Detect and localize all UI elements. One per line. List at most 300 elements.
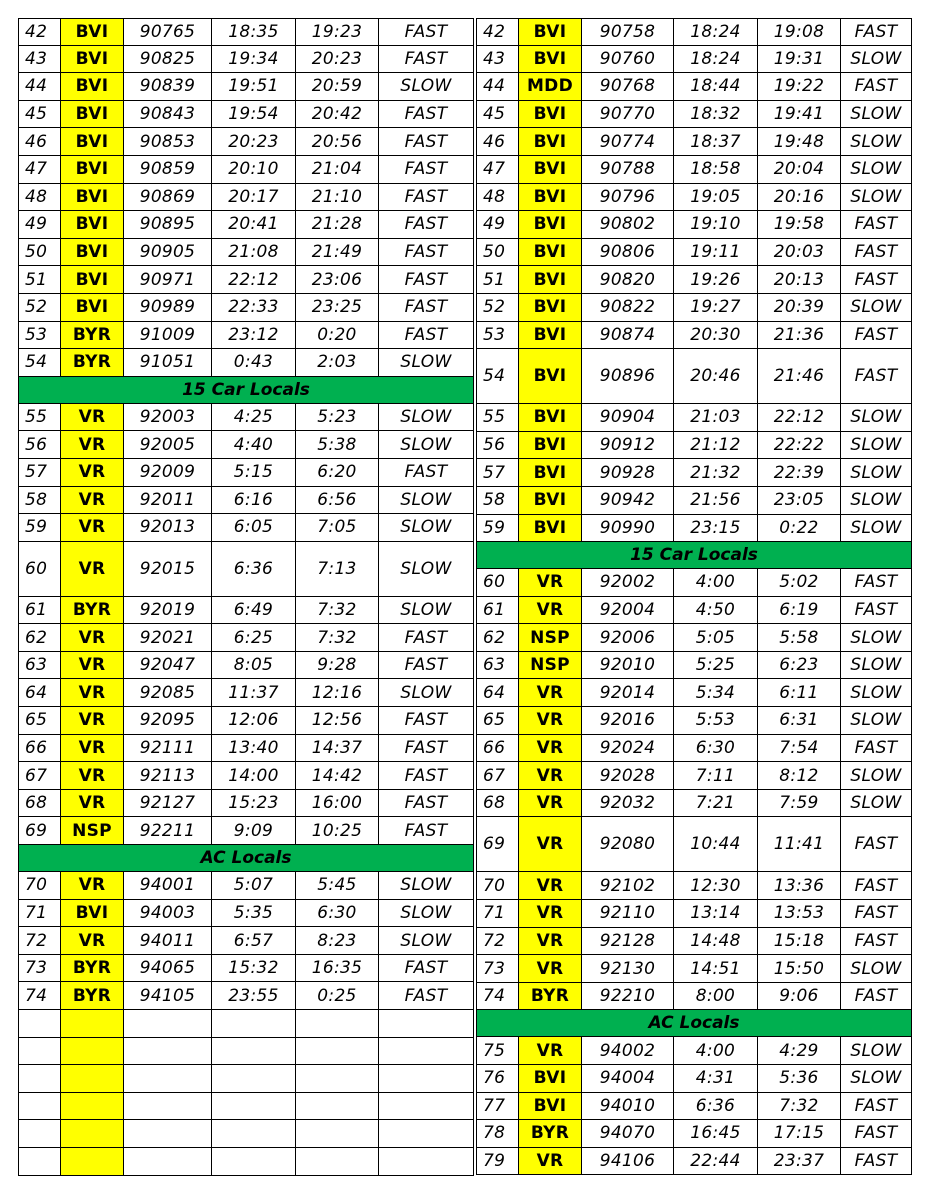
table-row xyxy=(476,1037,912,1065)
row-number: 55 xyxy=(18,404,61,431)
station-code xyxy=(61,1038,124,1065)
station-code: BVI xyxy=(61,101,124,128)
table-row xyxy=(476,1148,912,1176)
service-type: FAST xyxy=(379,762,474,789)
table-row xyxy=(18,955,474,983)
table-row xyxy=(18,1148,474,1176)
row-number: 73 xyxy=(18,955,61,982)
arrival-time: 14:37 xyxy=(296,735,379,762)
table-row xyxy=(18,790,474,818)
service-type: FAST xyxy=(379,707,474,734)
arrival-time: 14:42 xyxy=(296,762,379,789)
departure-time: 19:54 xyxy=(212,101,296,128)
departure-time: 21:32 xyxy=(674,459,758,486)
arrival-time: 6:19 xyxy=(758,597,841,624)
train-number: 92006 xyxy=(582,624,674,651)
service-type: FAST xyxy=(379,790,474,817)
train-number: 90942 xyxy=(582,487,674,514)
table-row xyxy=(476,597,912,625)
departure-time: 21:03 xyxy=(674,404,758,431)
table-row xyxy=(18,1038,474,1066)
arrival-time: 23:05 xyxy=(758,487,841,514)
station-code: VR xyxy=(61,790,124,817)
service-type: FAST xyxy=(841,735,912,762)
service-type: FAST xyxy=(379,735,474,762)
departure-time: 4:00 xyxy=(674,569,758,596)
service-type: SLOW xyxy=(841,46,912,73)
station-code: BVI xyxy=(61,294,124,321)
table-row xyxy=(476,101,912,129)
train-number: 92085 xyxy=(124,679,212,706)
row-number: 45 xyxy=(476,101,519,128)
arrival-time: 21:28 xyxy=(296,211,379,238)
row-number: 48 xyxy=(18,184,61,211)
service-type: FAST xyxy=(379,294,474,321)
table-row xyxy=(476,955,912,983)
service-type xyxy=(379,1010,474,1037)
train-number: 90820 xyxy=(582,266,674,293)
arrival-time: 7:05 xyxy=(296,514,379,541)
departure-time: 6:25 xyxy=(212,624,296,651)
row-number: 76 xyxy=(476,1065,519,1092)
departure-time: 5:34 xyxy=(674,679,758,706)
service-type: FAST xyxy=(379,46,474,73)
row-number xyxy=(18,1010,61,1037)
row-number: 67 xyxy=(18,762,61,789)
arrival-time: 20:42 xyxy=(296,101,379,128)
station-code: BVI xyxy=(519,487,582,514)
service-type: FAST xyxy=(841,322,912,349)
station-code xyxy=(61,1010,124,1037)
row-number xyxy=(18,1148,61,1175)
station-code: BVI xyxy=(519,184,582,211)
service-type: SLOW xyxy=(379,900,474,927)
service-type: SLOW xyxy=(841,101,912,128)
train-number: 92015 xyxy=(124,542,212,596)
departure-time: 20:23 xyxy=(212,128,296,155)
station-code: VR xyxy=(61,652,124,679)
departure-time: 19:11 xyxy=(674,239,758,266)
arrival-time: 5:02 xyxy=(758,569,841,596)
table-row xyxy=(476,872,912,900)
station-code: BVI xyxy=(519,266,582,293)
departure-time: 18:24 xyxy=(674,19,758,45)
service-type: FAST xyxy=(379,955,474,982)
arrival-time: 20:39 xyxy=(758,294,841,321)
arrival-time: 12:16 xyxy=(296,679,379,706)
arrival-time: 20:04 xyxy=(758,156,841,183)
train-number: 92016 xyxy=(582,707,674,734)
departure-time: 6:30 xyxy=(674,735,758,762)
train-number xyxy=(124,1148,212,1175)
left-timetable xyxy=(18,18,474,1176)
arrival-time: 6:56 xyxy=(296,487,379,514)
arrival-time: 6:30 xyxy=(296,900,379,927)
departure-time: 21:56 xyxy=(674,487,758,514)
row-number: 45 xyxy=(18,101,61,128)
row-number: 77 xyxy=(476,1093,519,1120)
train-number: 94003 xyxy=(124,900,212,927)
arrival-time: 6:20 xyxy=(296,459,379,486)
arrival-time: 21:04 xyxy=(296,156,379,183)
row-number: 54 xyxy=(18,349,61,376)
train-number: 90760 xyxy=(582,46,674,73)
service-type: SLOW xyxy=(841,679,912,706)
table-row xyxy=(476,1093,912,1121)
table-row xyxy=(476,459,912,487)
arrival-time: 13:53 xyxy=(758,900,841,927)
station-code: VR xyxy=(519,597,582,624)
station-code: BVI xyxy=(519,322,582,349)
arrival-time xyxy=(296,1038,379,1065)
train-number: 90765 xyxy=(124,19,212,45)
station-code: BYR xyxy=(519,1120,582,1147)
row-number: 44 xyxy=(18,73,61,100)
train-number: 92130 xyxy=(582,955,674,982)
service-type: SLOW xyxy=(841,487,912,514)
train-number: 92024 xyxy=(582,735,674,762)
table-row xyxy=(18,128,474,156)
train-number: 92211 xyxy=(124,817,212,844)
row-number: 60 xyxy=(476,569,519,596)
row-number: 46 xyxy=(18,128,61,155)
row-number: 65 xyxy=(476,707,519,734)
train-number: 92111 xyxy=(124,735,212,762)
arrival-time xyxy=(296,1010,379,1037)
train-number: 92004 xyxy=(582,597,674,624)
service-type: SLOW xyxy=(841,707,912,734)
departure-time: 12:30 xyxy=(674,872,758,899)
train-number: 94070 xyxy=(582,1120,674,1147)
departure-time: 18:24 xyxy=(674,46,758,73)
departure-time: 8:05 xyxy=(212,652,296,679)
row-number: 79 xyxy=(476,1148,519,1175)
arrival-time: 23:06 xyxy=(296,266,379,293)
right-timetable xyxy=(476,18,912,1175)
service-type: SLOW xyxy=(841,128,912,155)
service-type: SLOW xyxy=(841,762,912,789)
train-number: 90912 xyxy=(582,432,674,459)
row-number xyxy=(18,1038,61,1065)
service-type: SLOW xyxy=(841,790,912,817)
table-row xyxy=(18,817,474,845)
train-number: 94010 xyxy=(582,1093,674,1120)
row-number: 42 xyxy=(18,19,61,45)
table-row xyxy=(476,762,912,790)
row-number: 52 xyxy=(18,294,61,321)
arrival-time: 22:22 xyxy=(758,432,841,459)
station-code: VR xyxy=(61,872,124,899)
service-type: SLOW xyxy=(379,431,474,458)
arrival-time: 5:58 xyxy=(758,624,841,651)
table-row xyxy=(476,652,912,680)
row-number: 53 xyxy=(476,322,519,349)
departure-time: 18:44 xyxy=(674,73,758,100)
arrival-time: 9:28 xyxy=(296,652,379,679)
departure-time: 5:07 xyxy=(212,872,296,899)
station-code: VR xyxy=(519,735,582,762)
table-row xyxy=(18,73,474,101)
service-type: FAST xyxy=(841,900,912,927)
arrival-time: 19:22 xyxy=(758,73,841,100)
row-number: 43 xyxy=(18,46,61,73)
departure-time: 4:00 xyxy=(674,1037,758,1064)
arrival-time: 19:23 xyxy=(296,19,379,45)
train-number: 92019 xyxy=(124,597,212,624)
station-code: BVI xyxy=(61,156,124,183)
arrival-time xyxy=(296,1148,379,1175)
departure-time xyxy=(212,1120,296,1147)
table-row xyxy=(476,487,912,515)
departure-time: 14:48 xyxy=(674,928,758,955)
row-number: 51 xyxy=(18,266,61,293)
station-code: BVI xyxy=(519,404,582,431)
station-code: MDD xyxy=(519,73,582,100)
train-number: 90971 xyxy=(124,266,212,293)
arrival-time: 6:23 xyxy=(758,652,841,679)
station-code: BVI xyxy=(519,1093,582,1120)
row-number: 70 xyxy=(18,872,61,899)
arrival-time: 4:29 xyxy=(758,1037,841,1064)
arrival-time: 20:03 xyxy=(758,239,841,266)
arrival-time: 19:58 xyxy=(758,211,841,238)
departure-time: 18:58 xyxy=(674,156,758,183)
station-code: VR xyxy=(519,762,582,789)
row-number: 72 xyxy=(476,928,519,955)
row-number: 52 xyxy=(476,294,519,321)
train-number: 92021 xyxy=(124,624,212,651)
row-number: 49 xyxy=(476,211,519,238)
table-row xyxy=(18,239,474,267)
row-number: 64 xyxy=(18,679,61,706)
train-number: 92128 xyxy=(582,928,674,955)
row-number: 75 xyxy=(476,1037,519,1064)
table-row xyxy=(476,790,912,818)
departure-time: 6:05 xyxy=(212,514,296,541)
arrival-time: 12:56 xyxy=(296,707,379,734)
service-type: SLOW xyxy=(841,1065,912,1092)
station-code: VR xyxy=(519,928,582,955)
row-number: 59 xyxy=(18,514,61,541)
service-type: FAST xyxy=(841,239,912,266)
service-type: FAST xyxy=(841,1093,912,1120)
train-number: 90758 xyxy=(582,19,674,45)
row-number: 47 xyxy=(18,156,61,183)
train-number: 94065 xyxy=(124,955,212,982)
departure-time: 11:37 xyxy=(212,679,296,706)
train-number: 90806 xyxy=(582,239,674,266)
departure-time: 22:33 xyxy=(212,294,296,321)
arrival-time: 8:12 xyxy=(758,762,841,789)
service-type xyxy=(379,1120,474,1147)
row-number: 53 xyxy=(18,322,61,349)
table-row xyxy=(476,404,912,432)
arrival-time: 7:54 xyxy=(758,735,841,762)
station-code: BVI xyxy=(61,73,124,100)
departure-time: 4:31 xyxy=(674,1065,758,1092)
row-number: 63 xyxy=(18,652,61,679)
service-type: FAST xyxy=(841,928,912,955)
table-row xyxy=(18,1065,474,1093)
train-number: 90905 xyxy=(124,239,212,266)
station-code: BVI xyxy=(61,128,124,155)
arrival-time: 13:36 xyxy=(758,872,841,899)
table-row xyxy=(18,431,474,459)
table-row xyxy=(476,18,912,46)
departure-time: 20:17 xyxy=(212,184,296,211)
station-code: BVI xyxy=(519,349,582,403)
table-row xyxy=(476,73,912,101)
service-type: SLOW xyxy=(379,542,474,596)
table-row xyxy=(476,349,912,404)
arrival-time: 21:36 xyxy=(758,322,841,349)
departure-time: 23:15 xyxy=(674,515,758,542)
station-code xyxy=(61,1093,124,1120)
service-type: SLOW xyxy=(379,872,474,899)
row-number: 43 xyxy=(476,46,519,73)
service-type: FAST xyxy=(379,266,474,293)
arrival-time xyxy=(296,1093,379,1120)
table-row xyxy=(18,1120,474,1148)
service-type xyxy=(379,1093,474,1120)
service-type: FAST xyxy=(379,19,474,45)
station-code: VR xyxy=(519,790,582,817)
service-type: SLOW xyxy=(841,184,912,211)
service-type: SLOW xyxy=(841,294,912,321)
row-number: 51 xyxy=(476,266,519,293)
row-number: 42 xyxy=(476,19,519,45)
row-number: 48 xyxy=(476,184,519,211)
train-number: 91051 xyxy=(124,349,212,376)
station-code: NSP xyxy=(61,817,124,844)
table-row xyxy=(476,928,912,956)
service-type: SLOW xyxy=(841,652,912,679)
arrival-time: 7:13 xyxy=(296,542,379,596)
station-code: BVI xyxy=(61,900,124,927)
service-type: SLOW xyxy=(379,487,474,514)
row-number: 57 xyxy=(18,459,61,486)
train-number: 92095 xyxy=(124,707,212,734)
table-row xyxy=(18,459,474,487)
station-code: BVI xyxy=(519,294,582,321)
departure-time: 18:32 xyxy=(674,101,758,128)
train-number xyxy=(124,1093,212,1120)
departure-time: 4:50 xyxy=(674,597,758,624)
train-number: 90990 xyxy=(582,515,674,542)
departure-time: 22:44 xyxy=(674,1148,758,1175)
service-type: SLOW xyxy=(841,515,912,542)
arrival-time: 0:22 xyxy=(758,515,841,542)
station-code: VR xyxy=(519,1148,582,1175)
service-type: SLOW xyxy=(379,514,474,541)
station-code: BVI xyxy=(61,211,124,238)
departure-time: 20:41 xyxy=(212,211,296,238)
station-code: VR xyxy=(61,431,124,458)
arrival-time: 19:31 xyxy=(758,46,841,73)
arrival-time: 5:36 xyxy=(758,1065,841,1092)
service-type: SLOW xyxy=(841,624,912,651)
table-row xyxy=(476,1065,912,1093)
station-code xyxy=(61,1065,124,1092)
departure-time: 19:34 xyxy=(212,46,296,73)
row-number: 72 xyxy=(18,927,61,954)
station-code: BVI xyxy=(519,101,582,128)
row-number: 61 xyxy=(476,597,519,624)
table-row xyxy=(476,707,912,735)
service-type: FAST xyxy=(841,349,912,403)
departure-time: 6:36 xyxy=(674,1093,758,1120)
arrival-time: 5:45 xyxy=(296,872,379,899)
service-type: FAST xyxy=(841,983,912,1010)
table-row xyxy=(18,1093,474,1121)
row-number: 66 xyxy=(476,735,519,762)
departure-time: 20:30 xyxy=(674,322,758,349)
departure-time xyxy=(212,1093,296,1120)
departure-time: 9:09 xyxy=(212,817,296,844)
row-number: 67 xyxy=(476,762,519,789)
table-row xyxy=(476,679,912,707)
arrival-time: 0:20 xyxy=(296,322,379,349)
arrival-time: 7:59 xyxy=(758,790,841,817)
station-code: BYR xyxy=(61,322,124,349)
section-header: AC Locals xyxy=(476,1010,912,1037)
station-code: VR xyxy=(61,404,124,431)
departure-time: 7:21 xyxy=(674,790,758,817)
station-code: VR xyxy=(61,487,124,514)
train-number: 92028 xyxy=(582,762,674,789)
row-number xyxy=(18,1120,61,1147)
table-row xyxy=(476,569,912,597)
table-row xyxy=(18,872,474,900)
departure-time: 12:06 xyxy=(212,707,296,734)
station-code: VR xyxy=(61,762,124,789)
service-type: FAST xyxy=(379,817,474,844)
service-type: FAST xyxy=(379,184,474,211)
arrival-time: 5:23 xyxy=(296,404,379,431)
section-header: 15 Car Locals xyxy=(18,377,474,404)
service-type: SLOW xyxy=(841,432,912,459)
section-header: 15 Car Locals xyxy=(476,542,912,569)
arrival-time: 0:25 xyxy=(296,982,379,1009)
departure-time: 14:51 xyxy=(674,955,758,982)
row-number: 58 xyxy=(18,487,61,514)
table-row xyxy=(476,322,912,350)
departure-time: 0:43 xyxy=(212,349,296,376)
station-code: VR xyxy=(61,707,124,734)
service-type: SLOW xyxy=(379,927,474,954)
row-number: 44 xyxy=(476,73,519,100)
table-row xyxy=(18,266,474,294)
station-code: VR xyxy=(61,624,124,651)
train-number: 90904 xyxy=(582,404,674,431)
table-row xyxy=(18,982,474,1010)
service-type xyxy=(379,1038,474,1065)
arrival-time: 5:38 xyxy=(296,431,379,458)
train-number xyxy=(124,1065,212,1092)
station-code: BVI xyxy=(519,432,582,459)
train-number: 90896 xyxy=(582,349,674,403)
departure-time: 6:16 xyxy=(212,487,296,514)
departure-time: 20:10 xyxy=(212,156,296,183)
train-number: 92032 xyxy=(582,790,674,817)
row-number: 74 xyxy=(18,982,61,1009)
service-type: FAST xyxy=(379,156,474,183)
row-number: 54 xyxy=(476,349,519,403)
service-type: FAST xyxy=(379,128,474,155)
train-number: 91009 xyxy=(124,322,212,349)
departure-time: 18:37 xyxy=(674,128,758,155)
departure-time: 18:35 xyxy=(212,19,296,45)
